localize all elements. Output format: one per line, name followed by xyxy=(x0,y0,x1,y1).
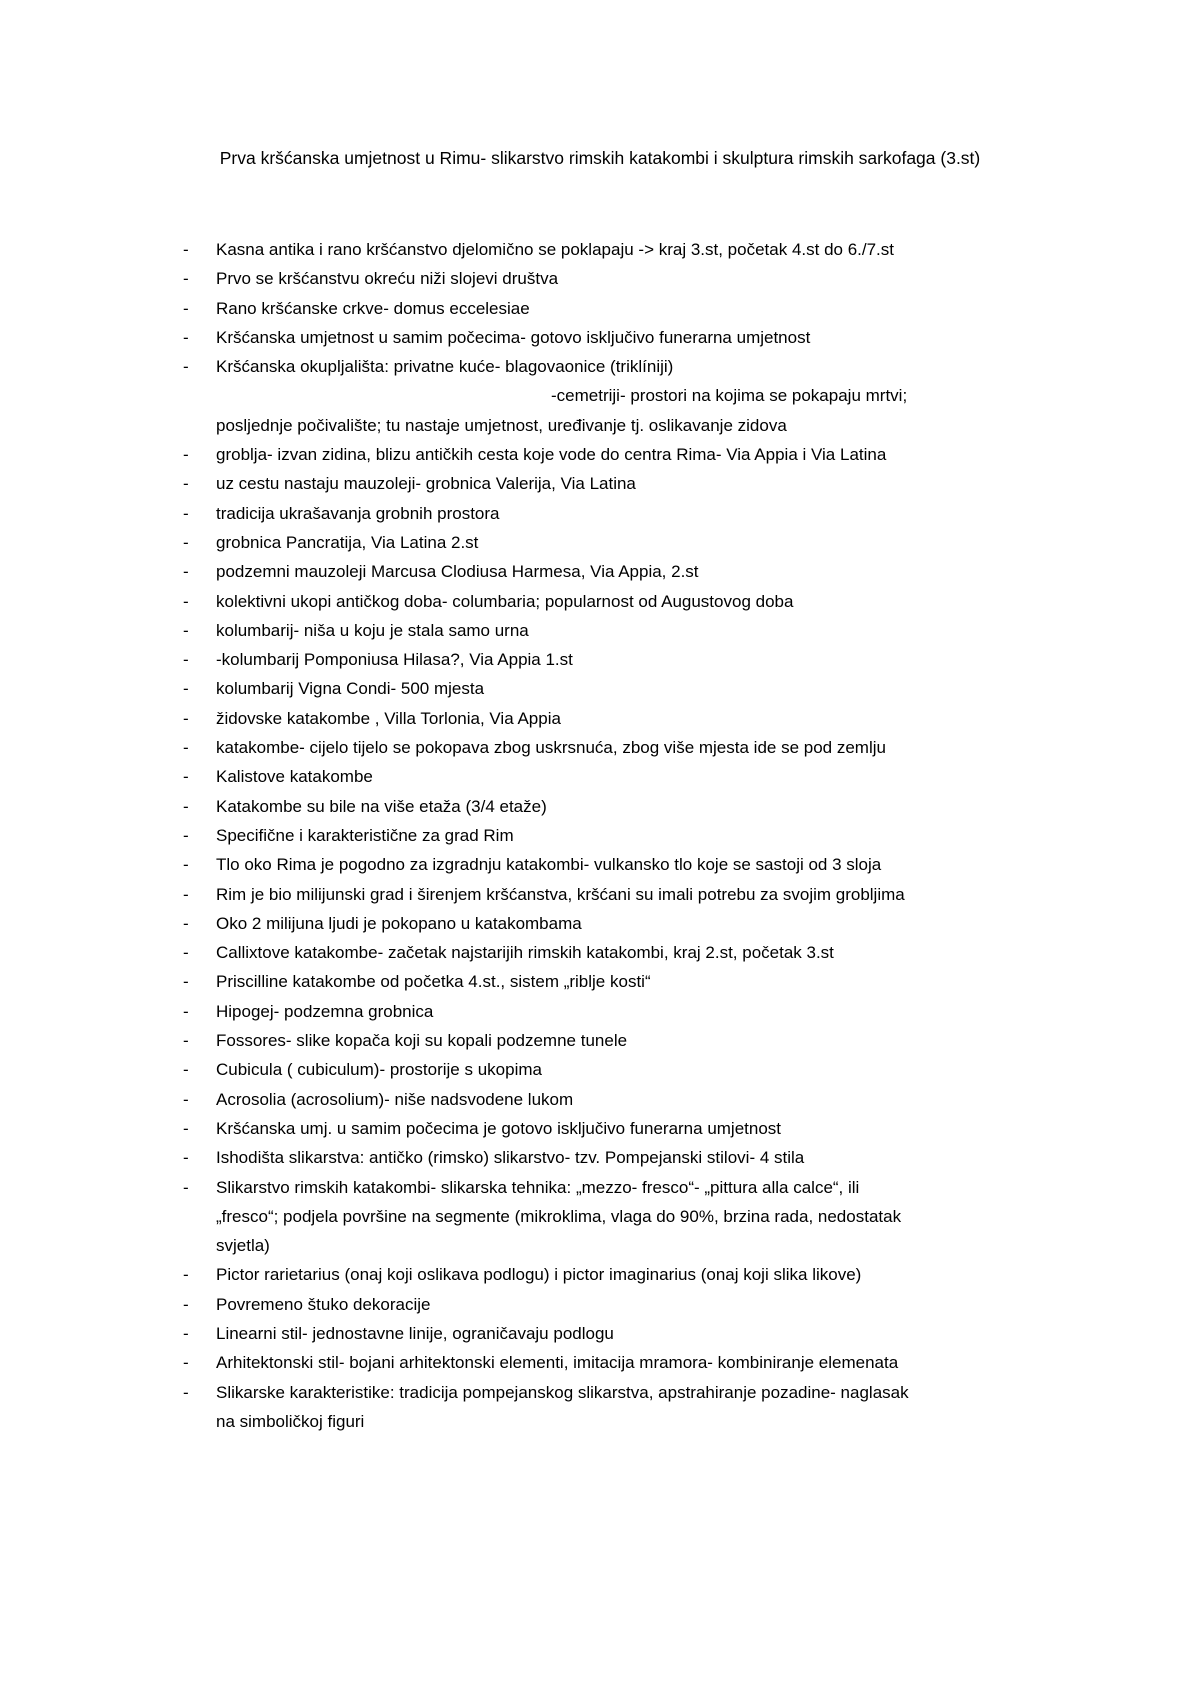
list-item-line: podzemni mauzoleji Marcusa Clodiusa Harmesa, Via Appia, 2.st xyxy=(216,562,699,582)
list-item-line: Povremeno štuko dekoracije xyxy=(216,1294,431,1314)
bullet-dash: - xyxy=(183,1031,189,1051)
bullet-list xyxy=(0,235,1200,1436)
list-item xyxy=(0,499,1200,528)
list-item-line: uz cestu nastaju mauzoleji- grobnica Valerija, Via Latina xyxy=(216,474,636,494)
list-item xyxy=(0,616,1200,645)
list-item-line: Callixtove katakombe- začetak najstarijih rimskih katakombi, kraj 2.st, početak 3.st xyxy=(216,943,834,963)
list-item-line: kolumbarij Vigna Condi- 500 mjesta xyxy=(216,679,485,699)
list-item xyxy=(0,909,1200,938)
list-item-line: -kolumbarij Pomponiusa Hilasa?, Via Appia 1.st xyxy=(216,650,573,670)
list-item-line: Rano kršćanske crkve- domus eccelesiae xyxy=(216,298,530,318)
bullet-dash: - xyxy=(183,591,189,611)
list-item xyxy=(0,704,1200,733)
list-item xyxy=(0,323,1200,352)
bullet-dash: - xyxy=(183,1353,189,1373)
list-item-line: Acrosolia (acrosolium)- niše nadsvodene lukom xyxy=(216,1089,574,1109)
bullet-dash: - xyxy=(183,1323,189,1343)
bullet-dash: - xyxy=(183,972,189,992)
list-item-line: Prvo se kršćanstvu okreću niži slojevi društva xyxy=(216,269,559,289)
list-item xyxy=(0,557,1200,586)
list-item xyxy=(0,294,1200,323)
list-item xyxy=(0,1143,1200,1172)
list-item xyxy=(0,938,1200,967)
bullet-dash: - xyxy=(183,650,189,670)
list-item-line: Rim je bio milijunski grad i širenjem kršćanstva, kršćani su imali potrebu za svojim grobljima xyxy=(216,884,905,904)
list-item-line: Hipogej- podzemna grobnica xyxy=(216,1001,434,1021)
bullet-dash: - xyxy=(183,1001,189,1021)
list-item xyxy=(0,1260,1200,1289)
bullet-dash: - xyxy=(183,1265,189,1285)
list-item xyxy=(0,674,1200,703)
list-item-line: Linearni stil- jednostavne linije, ograničavaju podlogu xyxy=(216,1323,614,1343)
bullet-dash: - xyxy=(183,532,189,552)
list-item-line: Kršćanska okupljališta: privatne kuće- blagovaonice (triklíniji) xyxy=(216,357,674,377)
list-item-line: svjetla) xyxy=(216,1236,270,1256)
list-item xyxy=(0,1026,1200,1055)
list-item xyxy=(0,762,1200,791)
bullet-dash: - xyxy=(183,503,189,523)
list-item xyxy=(0,967,1200,996)
bullet-dash: - xyxy=(183,796,189,816)
list-item xyxy=(0,528,1200,557)
list-item-line: „fresco“; podjela površine na segmente (mikroklima, vlaga do 90%, brzina rada, nedostatak xyxy=(216,1206,902,1226)
bullet-dash: - xyxy=(183,327,189,347)
list-item xyxy=(0,469,1200,498)
list-item xyxy=(0,440,1200,469)
bullet-dash: - xyxy=(183,269,189,289)
bullet-dash: - xyxy=(183,562,189,582)
list-item-line: Pictor rarietarius (onaj koji oslikava podlogu) i pictor imaginarius (onaj koji slika likove) xyxy=(216,1265,862,1285)
bullet-dash: - xyxy=(183,913,189,933)
bullet-dash: - xyxy=(183,1177,189,1197)
bullet-dash: - xyxy=(183,298,189,318)
list-item xyxy=(0,352,1200,440)
list-item xyxy=(0,645,1200,674)
list-item-line: katakombe- cijelo tijelo se pokopava zbog uskrsnuća, zbog više mjesta ide se pod zemlju xyxy=(216,738,886,758)
list-item xyxy=(0,587,1200,616)
bullet-dash: - xyxy=(183,1060,189,1080)
list-item-line: Cubicula ( cubiculum)- prostorije s ukopima xyxy=(216,1060,542,1080)
list-item xyxy=(0,1319,1200,1348)
bullet-dash: - xyxy=(183,679,189,699)
list-item xyxy=(0,235,1200,264)
list-item-line: -cemetriji- prostori na kojima se pokapaju mrtvi; xyxy=(551,386,908,406)
list-item xyxy=(0,733,1200,762)
bullet-dash: - xyxy=(183,884,189,904)
bullet-dash: - xyxy=(183,240,189,259)
bullet-dash: - xyxy=(183,1118,189,1138)
list-item-line: tradicija ukrašavanja grobnih prostora xyxy=(216,503,500,523)
list-item xyxy=(0,264,1200,293)
list-item xyxy=(0,1055,1200,1084)
list-item-line: Slikarske karakteristike: tradicija pompejanskog slikarstva, apstrahiranje pozadine- naglasak xyxy=(216,1382,909,1402)
bullet-dash: - xyxy=(183,708,189,728)
list-item-line: Specifične i karakteristične za grad Rim xyxy=(216,825,514,845)
list-item xyxy=(0,1290,1200,1319)
bullet-dash: - xyxy=(183,474,189,494)
list-item-line: Katakombe su bile na više etaža (3/4 etaže) xyxy=(216,796,547,816)
list-item-line: Kršćanska umjetnost u samim počecima- gotovo isključivo funerarna umjetnost xyxy=(216,327,811,347)
page-title: Prva kršćanska umjetnost u Rimu- slikarstvo rimskih katakombi i skulptura rimskih sarkofaga (3.st) xyxy=(219,148,981,168)
list-item-line: groblja- izvan zidina, blizu antičkih cesta koje vode do centra Rima- Via Appia i Via Latina xyxy=(216,445,887,465)
bullet-dash: - xyxy=(183,445,189,465)
list-item-line: Fossores- slike kopača koji su kopali podzemne tunele xyxy=(216,1031,628,1051)
bullet-dash: - xyxy=(183,1089,189,1109)
list-item xyxy=(0,997,1200,1026)
list-item-line: Priscilline katakombe od početka 4.st., sistem „riblje kosti“ xyxy=(216,972,651,992)
bullet-dash: - xyxy=(183,620,189,640)
list-item xyxy=(0,1378,1200,1437)
bullet-dash: - xyxy=(183,855,189,875)
list-item-line: kolumbarij- niša u koju je stala samo urna xyxy=(216,620,529,640)
bullet-dash: - xyxy=(183,1294,189,1314)
bullet-dash: - xyxy=(183,943,189,963)
list-item-line: Kasna antika i rano kršćanstvo djelomično se poklapaju -> kraj 3.st, početak 4.st do 6./7.st xyxy=(216,240,894,259)
list-item xyxy=(0,1348,1200,1377)
list-item xyxy=(0,880,1200,909)
bullet-dash: - xyxy=(183,738,189,758)
list-item-line: Oko 2 milijuna ljudi je pokopano u katakombama xyxy=(216,913,582,933)
bullet-dash: - xyxy=(183,1148,189,1168)
list-item-line: Tlo oko Rima je pogodno za izgradnju katakombi- vulkansko tlo koje se sastoji od 3 sloja xyxy=(216,855,882,875)
list-item xyxy=(0,1085,1200,1114)
list-item-line: kolektivni ukopi antičkog doba- columbaria; popularnost od Augustovog doba xyxy=(216,591,794,611)
list-item-line: Slikarstvo rimskih katakombi- slikarska tehnika: „mezzo- fresco“- „pittura alla calce“, ili xyxy=(216,1177,860,1197)
bullet-dash: - xyxy=(183,767,189,787)
list-item xyxy=(0,850,1200,879)
list-item xyxy=(0,821,1200,850)
list-item-line: grobnica Pancratija, Via Latina 2.st xyxy=(216,532,479,552)
list-item-line: Ishodišta slikarstva: antičko (rimsko) slikarstvo- tzv. Pompejanski stilovi- 4 stila xyxy=(216,1148,805,1168)
list-item-line: posljednje počivalište; tu nastaje umjetnost, uređivanje tj. oslikavanje zidova xyxy=(216,415,787,435)
list-item xyxy=(0,792,1200,821)
list-item-line: Kršćanska umj. u samim počecima je gotovo isključivo funerarna umjetnost xyxy=(216,1118,782,1138)
list-item-line: Arhitektonski stil- bojani arhitektonski elementi, imitacija mramora- kombiniranje elemenata xyxy=(216,1353,899,1373)
list-item xyxy=(0,1173,1200,1261)
list-item-line: na simboličkoj figuri xyxy=(216,1411,365,1431)
bullet-dash: - xyxy=(183,357,189,377)
bullet-dash: - xyxy=(183,825,189,845)
list-item-line: židovske katakombe , Villa Torlonia, Via Appia xyxy=(216,708,561,728)
list-item-line: Kalistove katakombe xyxy=(216,767,373,787)
bullet-dash: - xyxy=(183,1382,189,1402)
list-item xyxy=(0,1114,1200,1143)
